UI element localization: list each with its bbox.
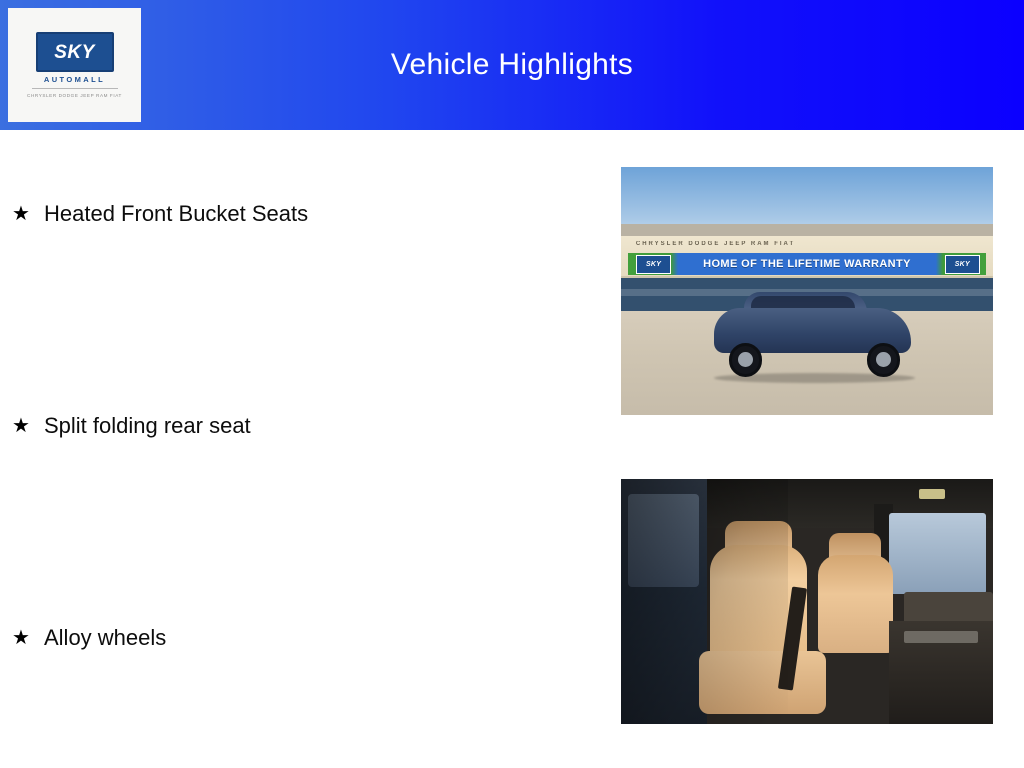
sky-badge-right xyxy=(945,255,980,274)
interior-seats-photo xyxy=(621,479,993,724)
star-icon: ★ xyxy=(12,415,30,437)
page-title: Vehicle Highlights xyxy=(390,48,634,81)
vehicle-wheel-rear xyxy=(867,343,900,376)
logo-subtitle: AUTOMALL xyxy=(43,75,106,84)
star-icon: ★ xyxy=(12,203,30,225)
right-seat-back xyxy=(818,555,892,653)
rear-window xyxy=(889,513,986,594)
dome-light xyxy=(919,489,945,499)
sky-badge-left-text: SKY xyxy=(645,261,662,269)
sky-badge-right-text: SKY xyxy=(954,261,970,269)
star-icon: ★ xyxy=(12,627,30,649)
interior-scene xyxy=(621,479,993,724)
list-item xyxy=(12,624,592,768)
logo-brand-line: CHRYSLER DODGE JEEP RAM FIAT xyxy=(27,93,122,98)
exterior-scene xyxy=(621,167,993,415)
dealership-banner-text: HOME OF THE LIFETIME WARRANTY xyxy=(703,257,911,270)
exterior-vehicle-photo xyxy=(621,167,993,415)
interior-shadow xyxy=(621,479,788,724)
highlight-text: Alloy wheels xyxy=(44,625,167,650)
building-roof xyxy=(621,224,993,236)
highlight-text: Split folding rear seat xyxy=(44,413,251,438)
logo-badge xyxy=(36,32,114,72)
list-item xyxy=(12,412,592,624)
dealership-brand-strip: CHRYSLER DODGE JEEP RAM FIAT xyxy=(635,241,796,248)
dealership-banner xyxy=(628,253,985,275)
sky-badge-left xyxy=(636,255,671,274)
logo-divider xyxy=(32,88,118,89)
dealer-logo xyxy=(8,8,141,122)
console-trim xyxy=(904,631,978,643)
vehicle-wheel-front xyxy=(729,343,762,376)
highlights-list xyxy=(12,200,592,768)
highlight-text: Heated Front Bucket Seats xyxy=(44,201,309,226)
slide-header-bar xyxy=(0,0,1024,130)
logo-mark-text: SKY xyxy=(54,41,95,63)
list-item xyxy=(12,200,592,412)
